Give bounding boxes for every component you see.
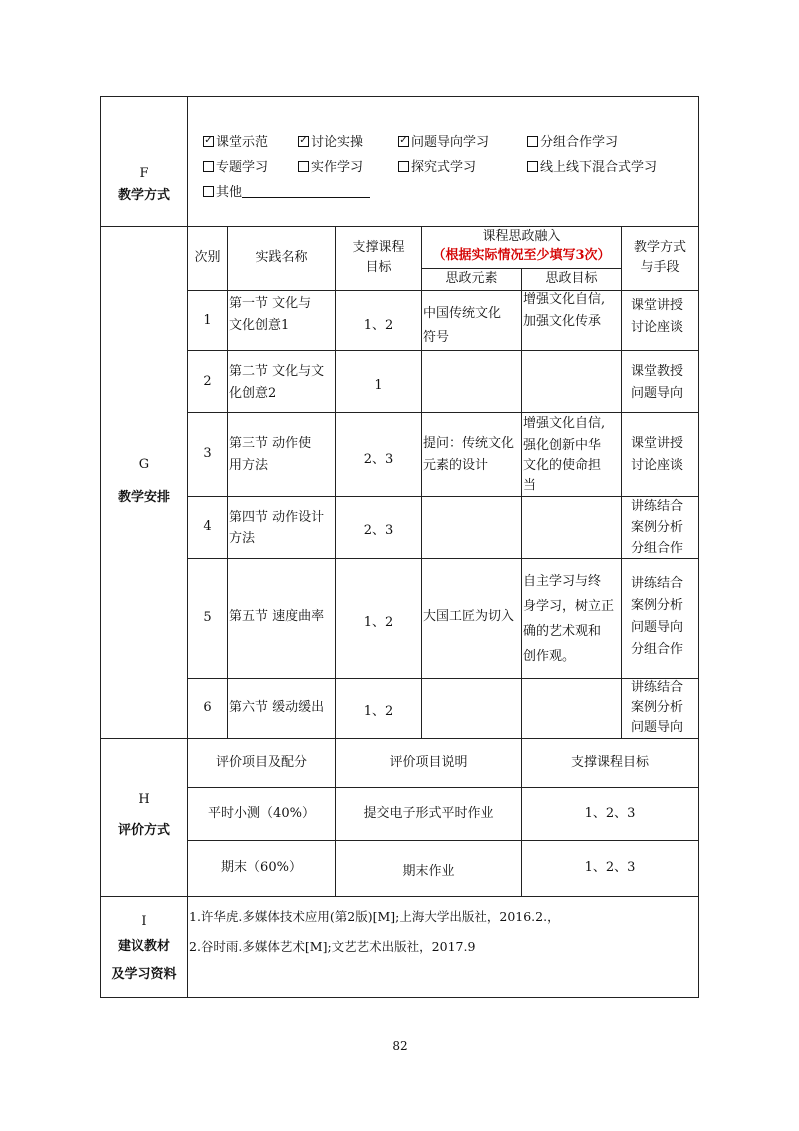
reference-item: 1.许华虎.多媒体技术应用(第2版)[M];上海大学出版社，2016.2.， xyxy=(189,909,560,924)
header-ideology-note: （根据实际情况至少填写3次） xyxy=(432,248,611,263)
header-support-1: 支撑课程 xyxy=(352,240,405,255)
section-i-label-2: 及学习资料 xyxy=(111,967,177,982)
header-practice-name: 实践名称 xyxy=(255,250,308,265)
header-ideology-goal: 思政目标 xyxy=(545,271,598,286)
section-h-label: 评价方式 xyxy=(117,823,170,838)
checkbox-checked-icon[interactable] xyxy=(203,136,214,147)
option-inquiry-study[interactable]: 探究式学习 xyxy=(398,158,476,178)
h-header-description: 评价项目说明 xyxy=(389,755,468,770)
option-other[interactable]: 其他 xyxy=(203,183,370,203)
section-f-code: F xyxy=(139,166,149,181)
h-header-item: 评价项目及配分 xyxy=(215,755,307,770)
checkbox-icon[interactable] xyxy=(298,161,309,172)
checkbox-icon[interactable] xyxy=(203,161,214,172)
other-input-line[interactable] xyxy=(242,183,370,198)
option-discussion-practice[interactable]: ✓ 讨论实操 xyxy=(298,133,363,153)
checkbox-checked-icon[interactable] xyxy=(298,136,309,147)
section-g-label: 教学安排 xyxy=(117,490,170,505)
section-i-code: I xyxy=(141,914,147,929)
checkbox-icon[interactable] xyxy=(398,161,409,172)
option-topic-study[interactable]: 专题学习 xyxy=(203,158,268,178)
checkbox-checked-icon[interactable] xyxy=(398,136,409,147)
header-method-1: 教学方式 xyxy=(633,240,686,255)
h-header-support: 支撑课程目标 xyxy=(570,755,649,770)
option-classroom-demo[interactable]: ✓课堂示范 xyxy=(203,133,268,153)
header-ideology: 课程思政融入 xyxy=(482,229,561,244)
checkbox-icon[interactable] xyxy=(527,161,538,172)
option-group-cooperation[interactable]: 分组合作学习 xyxy=(527,133,618,153)
option-problem-oriented[interactable]: ✓ 问题导向学习 xyxy=(398,133,489,153)
checkbox-icon[interactable] xyxy=(203,186,214,197)
section-f-label: 教学方式 xyxy=(117,188,170,203)
header-support-2: 目标 xyxy=(365,260,392,275)
header-method-2: 与手段 xyxy=(640,260,680,275)
option-blended-learning[interactable]: 线上线下混合式学习 xyxy=(527,158,657,178)
section-h-code: H xyxy=(138,792,150,807)
header-index: 次别 xyxy=(194,250,221,265)
section-i-label-1: 建议教材 xyxy=(117,939,170,954)
section-g-code: G xyxy=(138,457,150,472)
header-ideology-element: 思政元素 xyxy=(445,271,498,286)
checkbox-icon[interactable] xyxy=(527,136,538,147)
option-practical-study[interactable]: 实作学习 xyxy=(298,158,363,178)
page-number: 82 xyxy=(392,1039,408,1053)
reference-item: 2.谷时雨.多媒体艺术[M];文艺艺术出版社，2017.9 xyxy=(189,939,476,954)
